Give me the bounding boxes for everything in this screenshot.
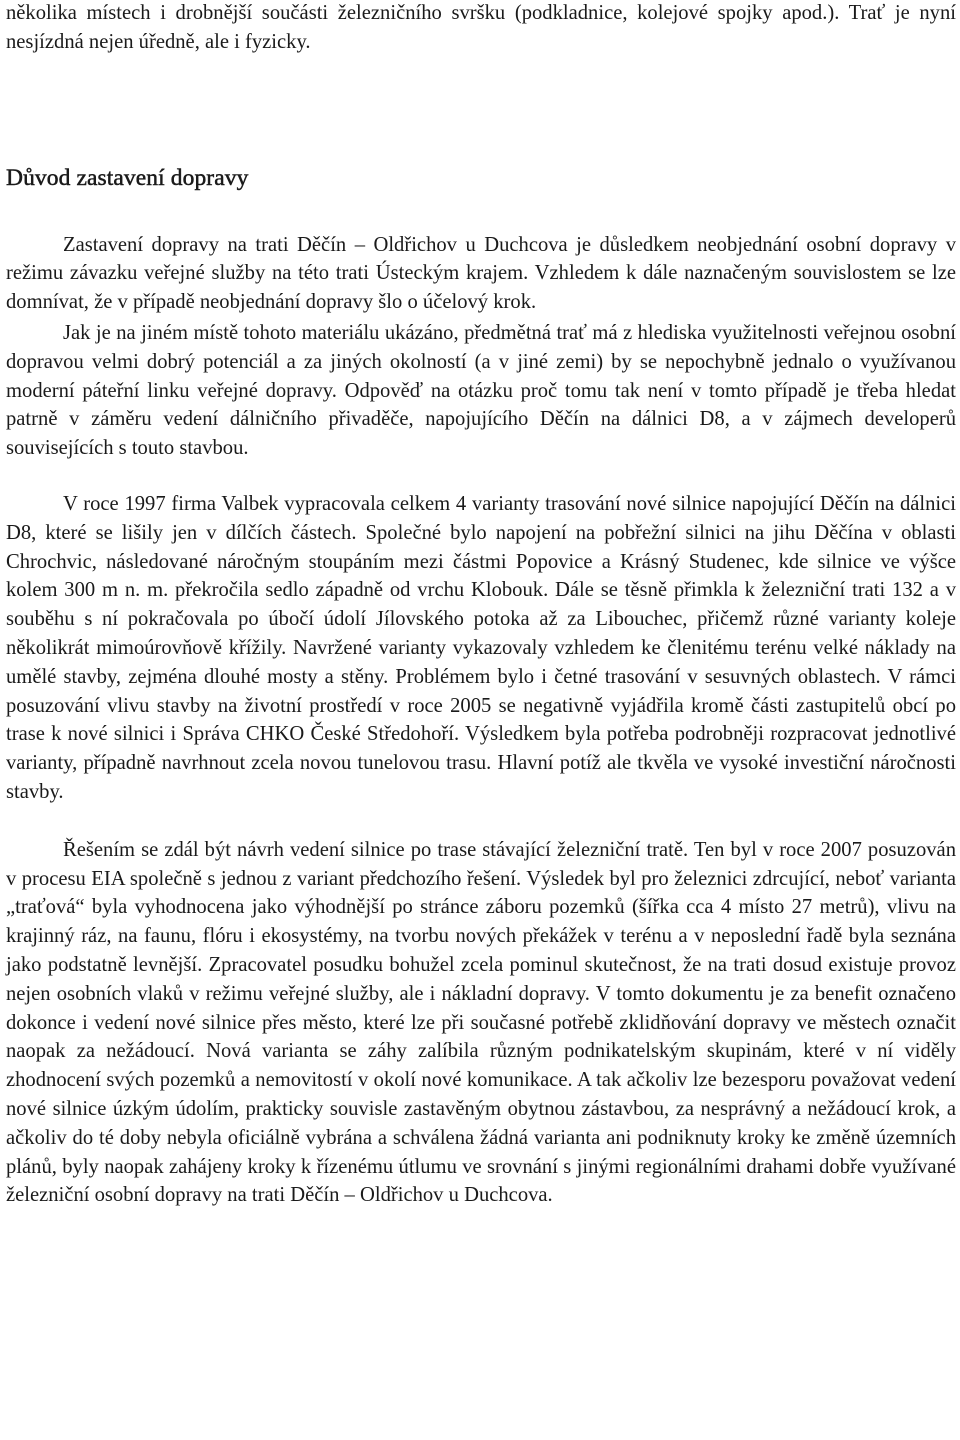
continuation-paragraph: několika místech i drobnější součásti železničního svršku (podkladnice, kolejové spojky apod.). Trať je nyní nesjízdná nejen úředně, ale i fyzicky. [6, 2, 956, 53]
body-paragraph-2: Jak je na jiném místě tohoto materiálu ukázáno, předmětná trať má z hlediska využitelnosti veřejnou osobní dopravou velmi dobrý potenciál a za jiných okolností (a v jiné zemi) by se nepochybně jednalo o využívanou moderní páteřní linku veřejné dopravy. Odpověď na otázku proč tomu tak není v tomto případě je třeba hledat patrně v záměru vedení dálničního přivaděče, napojujícího Děčín na dálnici D8, a v zájmech developerů souvisejících s touto stavbou. [6, 321, 956, 460]
body-paragraph-4: Řešením se zdál být návrh vedení silnice po trase stávající železniční tratě. Ten byl v roce 2007 posuzován v procesu EIA společně s jednou z variant předchozího řešení. Výsledek byl pro železnici zdrcující, neboť varianta „traťová“ byla vyhodnocena jako výhodnější po stránce záboru pozemků (šířka cca 4 místo 27 metrů), vlivu na krajinný ráz, na faunu, flóru i ekosystémy, na tvorbu nových překážek v terénu a v neposlední řadě byla seznána jako podstatně levnější. Zpracovatel posudku bohužel zcela pominul skutečnost, že na trati dosud existuje provoz nejen osobních vlaků v režimu veřejné služby, ale i nákladní dopravy. V tomto dokumentu je za benefit označeno dokonce i vedení nové silnice přes město, které lze při současné potřebě zklidňování dopravy ve městech označit naopak za nežádoucí. Nová varianta se záhy zalíbila různým podnikatelským skupinám, které v ní viděly zhodnocení svých pozemků a nemovitostí v okolí nové komunikace. A tak ačkoliv lze bezesporu považovat vedení nové silnice úzkým údolím, prakticky souvisle zastavěným obytnou zástavbou, za nesprávný a nežádoucí krok, a ačkoliv do té doby nebyla oficiálně vybrána a schválena žádná varianta ani podniknuty kroky ke změně územních plánů, byly naopak zahájeny kroky k řízenému útlumu ve srovnání s jinými regionálními drahami dobře využívané železniční osobní dopravy na trati Děčín – Oldřichov u Duchcova. [6, 838, 956, 1207]
document-page [6, 0, 956, 1210]
body-paragraph-1: Zastavení dopravy na trati Děčín – Oldřichov u Duchcova je důsledkem neobjednání osobní dopravy v režimu závazku veřejné služby na této trati Ústeckým krajem. Vzhledem k dále naznačeným souvislostem se lze domnívat, že v případě neobjednání dopravy šlo o účelový krok. [6, 233, 956, 314]
section-heading: Důvod zastavení dopravy [6, 164, 249, 191]
body-paragraph-3: V roce 1997 firma Valbek vypracovala celkem 4 varianty trasování nové silnice napojující Děčín na dálnici D8, které se lišily jen v dílčích částech. Společné bylo napojení na pobřežní silnici na jihu Děčína v oblasti Chrochvic, následované náročným stoupáním mezi částmi Popovice a Krásný Studenec, kde silnice ve výšce kolem 300 m n. m. překročila sedlo západně od vrchu Klobouk. Dále se těsně přimkla k železniční trati 132 a v souběhu s ní pokračovala po úbočí údolí Jílovského potoka až za Libouchec, přičemž různé varianty koleje několikrát mimoúrovňově křížily. Navržené varianty vykazovaly vzhledem ke členitému terénu velké náklady na umělé stavby, zejména dlouhé mosty a stěny. Problémem bylo i četné trasování v sesuvných oblastech. V rámci posuzování vlivu stavby na životní prostředí v roce 2005 se negativně vyjádřila kromě části zastupitelů obcí po trase k nové silnici i Správa CHKO České Středohoří. Výsledkem byla potřeba podrobněji rozpracovat jednotlivé varianty, případně navrhnout zcela novou tunelovou trasu. Hlavní potíž ale tkvěla ve vysoké investiční náročnosti stavby. [6, 492, 956, 803]
